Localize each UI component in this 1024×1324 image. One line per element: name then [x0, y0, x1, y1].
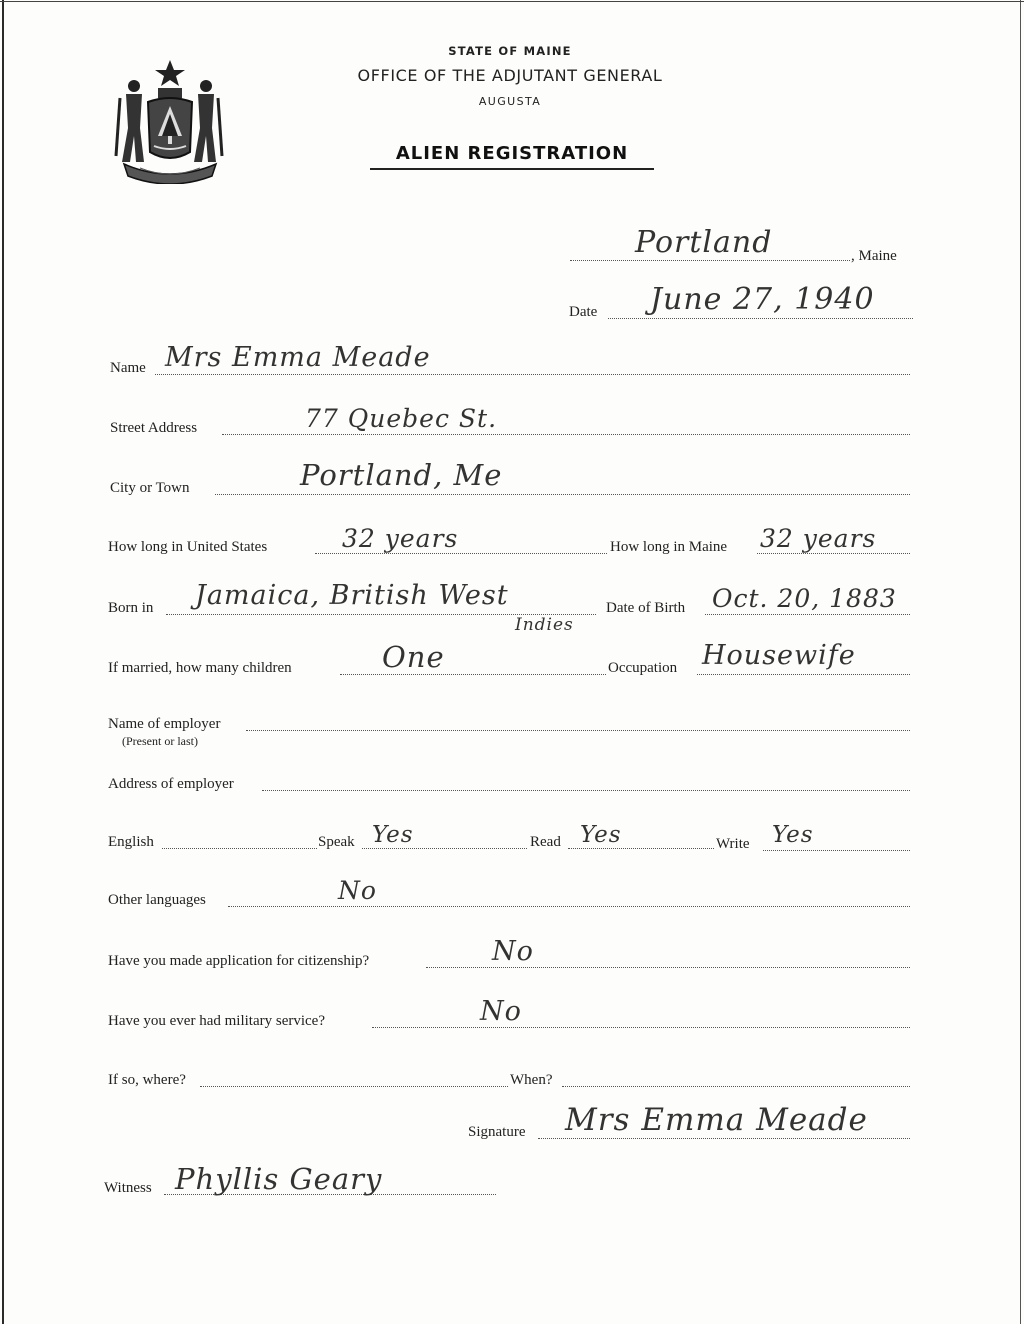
street-line — [222, 434, 910, 435]
date-label: Date — [569, 304, 598, 320]
where-line — [200, 1086, 508, 1087]
signature-value: Mrs Emma Meade — [565, 1102, 868, 1138]
scan-edge-right — [1020, 0, 1021, 1324]
state-seal-icon — [112, 52, 228, 184]
employer-address-label: Address of employer — [108, 776, 234, 792]
scan-edge-top — [0, 1, 1024, 2]
how-long-maine-label: How long in Maine — [610, 539, 728, 555]
citizenship-line — [426, 967, 910, 968]
how-long-us-line — [315, 553, 607, 554]
speak-line — [362, 848, 527, 849]
occupation-line — [697, 674, 910, 675]
citizenship-label: Have you made application for citizenship? — [108, 953, 370, 969]
write-value: Yes — [772, 822, 814, 848]
witness-value: Phyllis Geary — [175, 1162, 383, 1196]
scan-edge-left — [2, 0, 4, 1324]
born-in-label: Born in — [108, 600, 154, 616]
military-line — [372, 1027, 910, 1028]
dob-value: Oct. 20, 1883 — [712, 584, 897, 613]
how-long-us-value: 32 years — [342, 524, 459, 553]
occupation-value: Housewife — [702, 640, 856, 671]
employer-address-line — [262, 790, 910, 791]
citizenship-value: No — [492, 936, 534, 967]
occupation-label: Occupation — [608, 660, 678, 676]
speak-label: Speak — [318, 834, 355, 850]
city-line — [215, 494, 910, 495]
born-in-value: Jamaica, British West — [195, 580, 509, 611]
place-suffix: , Maine — [851, 248, 897, 264]
name-line — [155, 374, 910, 375]
street-value: 77 Quebec St. — [305, 404, 498, 433]
children-label: If married, how many children — [108, 660, 292, 676]
other-languages-label: Other languages — [108, 892, 206, 908]
header-city: AUGUSTA — [478, 95, 542, 108]
where-label: If so, where? — [108, 1072, 186, 1088]
title-underline — [370, 168, 654, 170]
english-label: English — [108, 834, 154, 850]
name-label: Name — [110, 360, 146, 376]
employer-label: Name of employer — [108, 716, 221, 732]
street-label: Street Address — [110, 420, 198, 436]
when-line — [562, 1086, 910, 1087]
dob-label: Date of Birth — [606, 600, 686, 616]
how-long-maine-line — [757, 553, 910, 554]
other-languages-value: No — [338, 876, 377, 905]
signature-label: Signature — [468, 1124, 526, 1140]
other-languages-line — [228, 906, 910, 907]
children-line — [340, 674, 606, 675]
city-value: Portland, Me — [300, 458, 503, 492]
witness-label: Witness — [104, 1180, 152, 1196]
how-long-us-label: How long in United States — [108, 539, 268, 555]
city-label: City or Town — [110, 480, 190, 496]
form-title: ALIEN REGISTRATION — [395, 143, 629, 164]
read-line — [568, 848, 714, 849]
place-line — [570, 260, 850, 261]
signature-line — [538, 1138, 910, 1139]
when-label: When? — [510, 1072, 553, 1088]
write-label: Write — [716, 836, 750, 852]
place-value: Portland — [635, 225, 773, 260]
english-line — [162, 848, 317, 849]
write-line — [763, 850, 910, 851]
employer-sublabel: (Present or last) — [122, 734, 198, 748]
read-value: Yes — [580, 822, 622, 848]
name-value: Mrs Emma Meade — [165, 342, 431, 373]
military-value: No — [480, 996, 522, 1027]
date-line — [608, 318, 913, 319]
born-in-value-cont: Indies — [515, 615, 574, 635]
children-value: One — [382, 640, 445, 674]
employer-line — [246, 730, 910, 731]
header-state: STATE OF MAINE — [448, 44, 572, 58]
military-label: Have you ever had military service? — [108, 1013, 325, 1029]
how-long-maine-value: 32 years — [760, 524, 877, 553]
date-value: June 27, 1940 — [650, 282, 875, 317]
speak-value: Yes — [372, 822, 414, 848]
read-label: Read — [530, 834, 561, 850]
dob-line — [705, 614, 910, 615]
header-office: OFFICE OF THE ADJUTANT GENERAL — [357, 66, 663, 85]
